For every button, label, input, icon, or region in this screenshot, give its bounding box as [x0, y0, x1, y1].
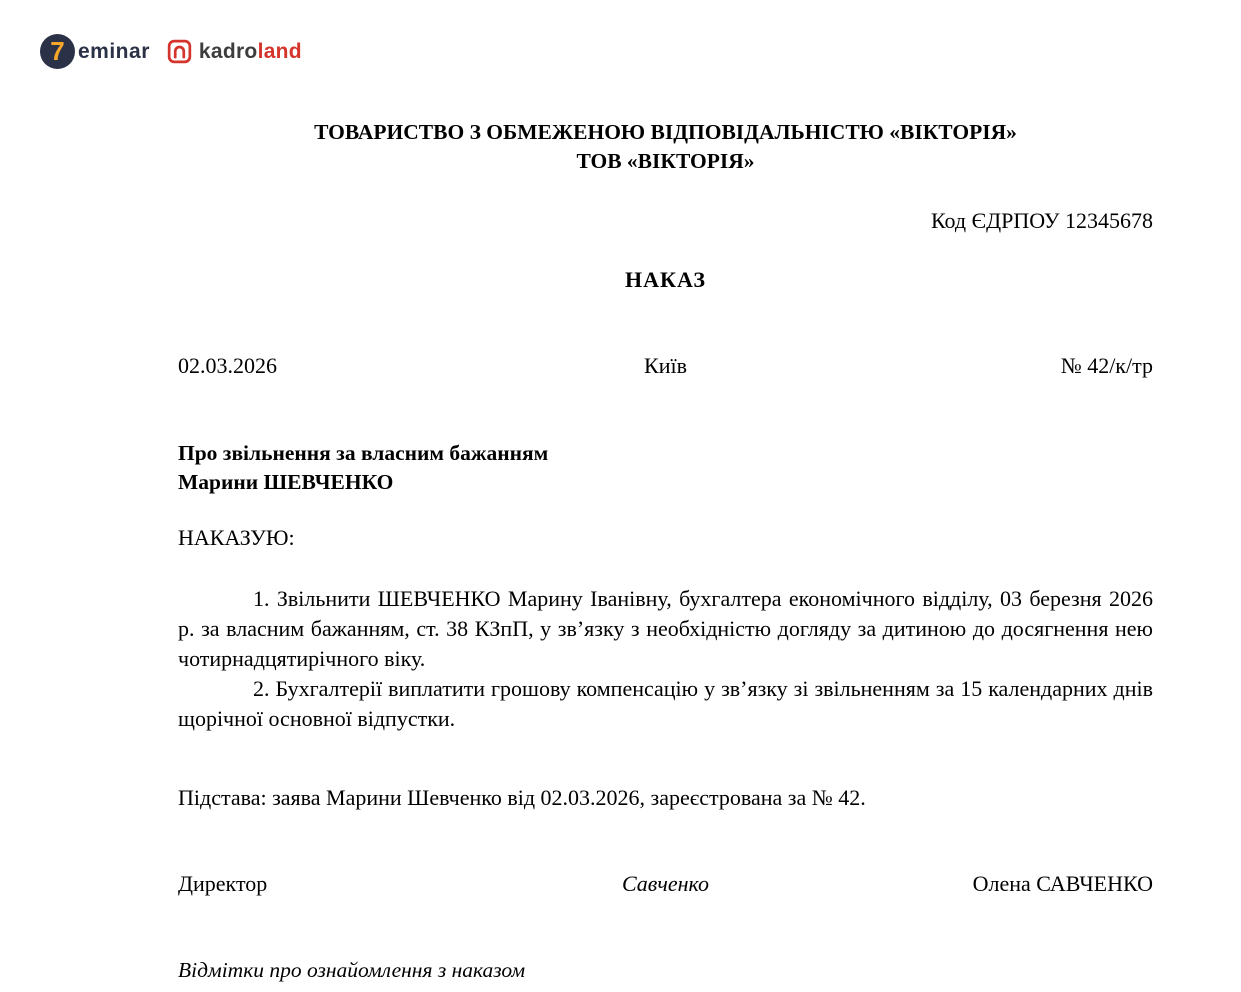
document-type-title: НАКАЗ: [625, 267, 706, 292]
order-item-1: 1. Звільнити ШЕВЧЕНКО Марину Іванівну, бухгалтера економічного відділу, 03 березня 2026 р. за власним бажанням, ст. 38 КЗпП, у зв’язку з необхідністю догляду за дитиною до досягнення нею чотирнадцятирічного віку.: [178, 586, 1153, 671]
order-document: [178, 0, 1153, 984]
kadroland-label-dark: kadro: [198, 39, 258, 63]
acknowledgement-note: Відмітки про ознайомлення з наказом: [178, 958, 526, 982]
order-city: Київ: [644, 353, 687, 378]
signature-row: [178, 870, 1153, 898]
signer-full-name: Олена САВЧЕНКО: [972, 871, 1153, 896]
signature-name: Савченко: [621, 871, 709, 896]
order-number: № 42/к/тр: [1060, 353, 1153, 378]
seminar-logo-label: eminar: [78, 39, 150, 63]
order-items: [178, 584, 1153, 734]
order-basis: Підстава: заява Марини Шевченко від 02.03.2026, зареєстрована за № 42.: [178, 785, 866, 810]
kadroland-label-accent: land: [257, 39, 302, 63]
edrpou-code: Код ЄДРПОУ 12345678: [930, 208, 1153, 233]
company-name-full: ТОВАРИСТВО З ОБМЕЖЕНОЮ ВІДПОВІДАЛЬНІСТЮ «ВІКТОРІЯ»: [314, 120, 1017, 144]
signer-position: Директор: [178, 871, 268, 896]
order-subject: [178, 439, 1153, 497]
order-intro: НАКАЗУЮ:: [178, 525, 295, 550]
company-name-short: ТОВ «ВІКТОРІЯ»: [576, 149, 755, 173]
meta-row: [178, 352, 1153, 380]
order-subject-line2: Марини ШЕВЧЕНКО: [178, 470, 394, 494]
seminar-badge-icon: 7: [40, 34, 75, 69]
order-item-2: 2. Бухгалтерії виплатити грошову компенсацію у зв’язку зі звільненням за 15 календарних днів щорічної основної відпустки.: [178, 676, 1153, 731]
order-date: 02.03.2026: [178, 353, 277, 378]
company-name-block: [178, 118, 1153, 176]
seminar-logo: [40, 34, 150, 69]
order-subject-line1: Про звільнення за власним бажанням: [178, 441, 549, 465]
